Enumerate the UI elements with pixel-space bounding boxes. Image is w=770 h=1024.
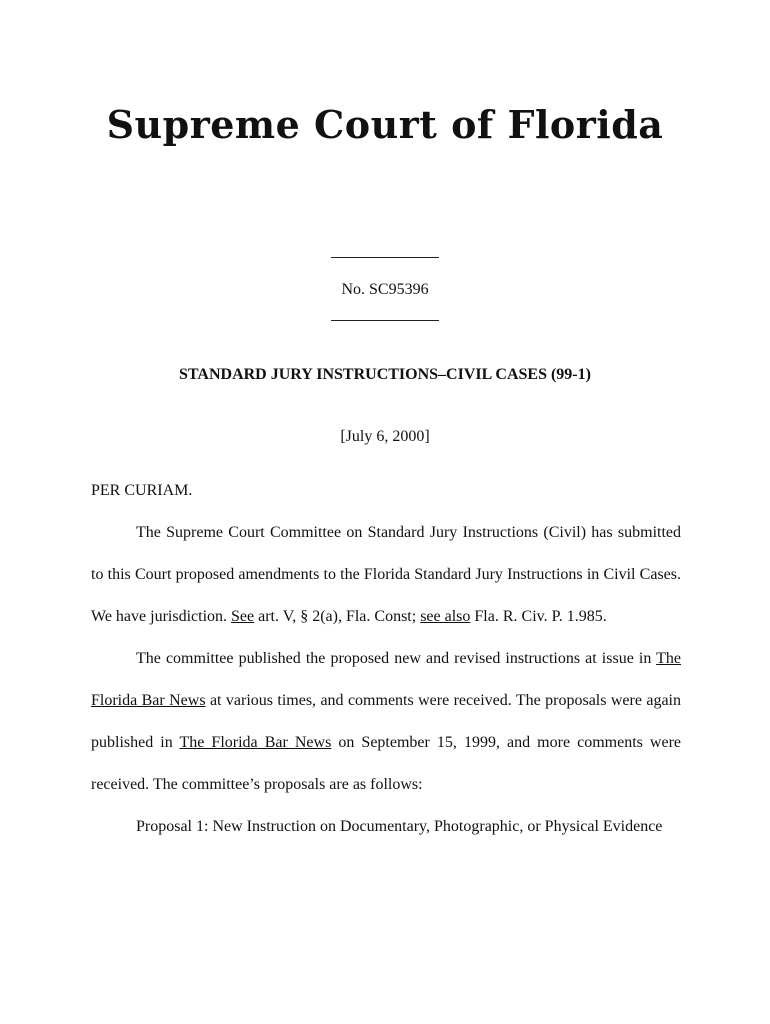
court-title: Supreme Court of Florida <box>106 102 664 147</box>
case-number: No. SC95396 <box>341 281 429 298</box>
publication-title: The Florida Bar News <box>179 734 332 751</box>
paragraph-2-text-c: on September 15, 1999, and more comments were received. The committee’s proposals are as follows: <box>91 734 682 793</box>
paragraph-1 <box>91 512 681 638</box>
publication-title: The Florida Bar News <box>91 650 681 709</box>
paragraph-2 <box>91 638 681 806</box>
per-curiam-heading: PER CURIAM. <box>91 482 193 499</box>
citation-signal-see-also: see also <box>420 608 471 625</box>
paragraph-1-text-a: The Supreme Court Committee on Standard Jury Instructions (Civil) has submitted to this Court proposed amendments to the Florida Standard Jury Instructions in Civil Cases. We have jurisdiction. <box>91 524 681 625</box>
divider-line <box>331 257 439 258</box>
paragraph-1-text-b: art. V, § 2(a), Fla. Const; <box>254 608 421 625</box>
decision-date: [July 6, 2000] <box>340 428 430 445</box>
proposal-1-heading: Proposal 1: New Instruction on Documentary, Photographic, or Physical Evidence <box>136 818 663 835</box>
paragraph-2-text-b: at various times, and comments were received. The proposals were again published in <box>91 692 682 751</box>
citation-signal-see: See <box>231 608 255 625</box>
opinion-body <box>91 470 681 848</box>
paragraph-1-text-c: Fla. R. Civ. P. 1.985. <box>470 608 607 625</box>
paragraph-2-text-a: The committee published the proposed new and revised instructions at issue in <box>136 650 657 667</box>
divider-line <box>331 320 439 321</box>
case-caption: STANDARD JURY INSTRUCTIONS–CIVIL CASES (99-1) <box>179 366 591 383</box>
